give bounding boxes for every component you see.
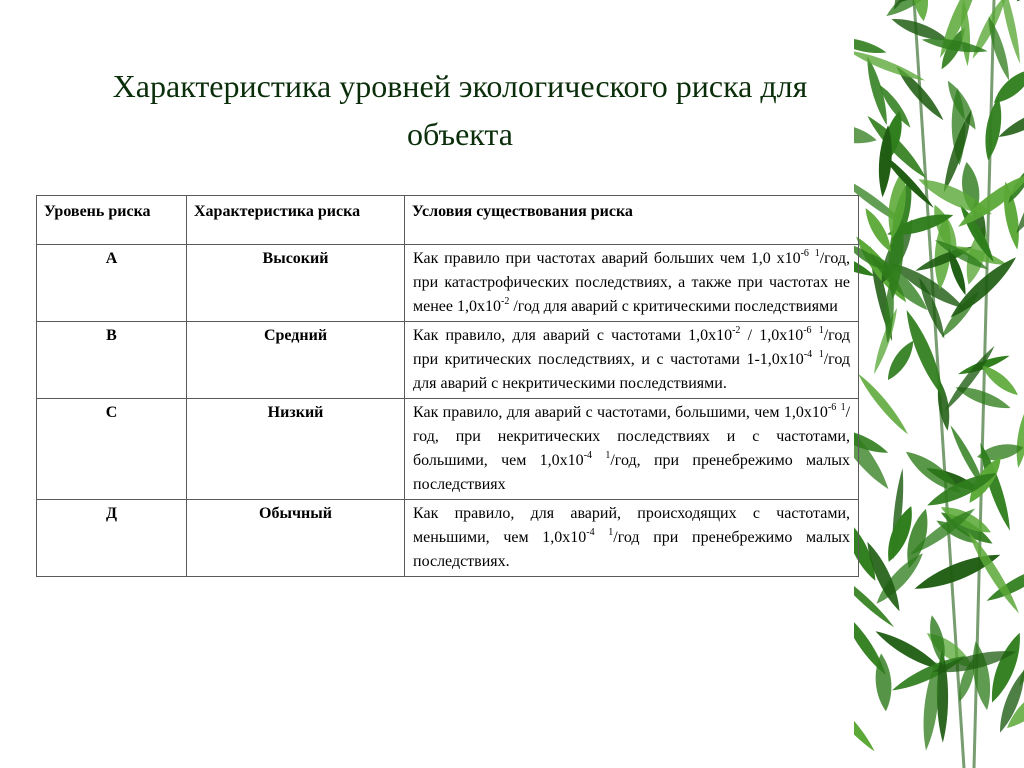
conditions-text: /год для аварий с критическими последствиями <box>509 298 838 315</box>
exponent: -4 <box>803 349 813 360</box>
exponent: 1 <box>605 450 611 461</box>
risk-conditions-cell <box>405 322 859 399</box>
exponent: -2 <box>501 296 510 307</box>
bamboo-leaf <box>901 445 965 499</box>
conditions-text: / 1,0х10 <box>740 327 804 344</box>
conditions-text <box>595 529 609 546</box>
table-row-d <box>37 500 859 577</box>
exponent: 1 <box>814 248 820 259</box>
risk-level-cell: В <box>37 322 187 399</box>
bamboo-leaves-icon <box>854 0 1024 768</box>
exponent: -6 <box>827 402 837 413</box>
exponent: -6 <box>800 248 809 259</box>
conditions-text <box>812 327 819 344</box>
risk-levels-table <box>36 195 859 577</box>
bamboo-leaf <box>1013 405 1024 469</box>
exponent: 1 <box>608 527 614 538</box>
bamboo-leaf <box>854 689 878 755</box>
table-row-b <box>37 322 859 399</box>
table-row-c <box>37 399 859 500</box>
exponent: -2 <box>732 325 741 336</box>
exponent: 1 <box>818 349 824 360</box>
slide-title <box>40 62 880 158</box>
bamboo-leaf <box>854 46 927 85</box>
exponent: -4 <box>583 450 593 461</box>
header-conditions: Условия существования риска <box>405 196 859 245</box>
risk-level-cell: С <box>37 399 187 500</box>
risk-characteristic-cell: Высокий <box>187 245 405 322</box>
risk-characteristic-cell: Обычный <box>187 500 405 577</box>
header-level: Уровень риска <box>37 196 187 245</box>
header-characteristic: Характеристика риска <box>187 196 405 245</box>
table-row-a <box>37 245 859 322</box>
risk-conditions-cell <box>405 399 859 500</box>
conditions-text: Как правило, для аварий с частотами, большими, чем 1,0х10 <box>413 404 828 421</box>
exponent: 1 <box>840 402 846 413</box>
title-line-1: Характеристика уровней экологического риска для <box>112 68 808 104</box>
risk-level-cell: Д <box>37 500 187 577</box>
conditions-text: Как правило при частотах аварий больших чем 1,0 х10 <box>413 250 801 267</box>
risk-characteristic-cell: Средний <box>187 322 405 399</box>
conditions-text <box>592 452 605 469</box>
conditions-text: Как правило, для аварий с частотами 1,0х10 <box>413 327 733 344</box>
conditions-text: /год при пренебрежимо малых последствиях. <box>413 529 851 570</box>
risk-conditions-cell <box>405 245 859 322</box>
title-line-2: объекта <box>407 116 513 152</box>
conditions-text: /год, при пренебрежимо малых последствиях <box>413 452 850 493</box>
risk-characteristic-cell: Низкий <box>187 399 405 500</box>
risk-level-cell: А <box>37 245 187 322</box>
conditions-text: /год, при некритических последствиях и с частотами, большими, чем 1,0х10 <box>413 404 851 469</box>
table-header-row <box>37 196 859 245</box>
bamboo-leaf <box>981 96 1005 161</box>
conditions-text: Как правило, для аварий, происходящих с частотами, меньшими, чем 1,0х10 <box>413 505 850 546</box>
exponent: -4 <box>586 527 595 538</box>
exponent: 1 <box>818 325 824 336</box>
bamboo-leaf <box>855 371 912 437</box>
conditions-text: /год при критических последствиях, и с частотами 1-1,0х10 <box>413 327 850 368</box>
bamboo-leaf <box>1013 0 1024 6</box>
conditions-text: /год для аварий с некритическими последствиями. <box>413 351 851 392</box>
exponent: -6 <box>803 325 812 336</box>
risk-conditions-cell <box>405 500 859 577</box>
conditions-text: /год, при катастрофических последствиях, а также при частотах не менее 1,0х10 <box>413 250 851 315</box>
